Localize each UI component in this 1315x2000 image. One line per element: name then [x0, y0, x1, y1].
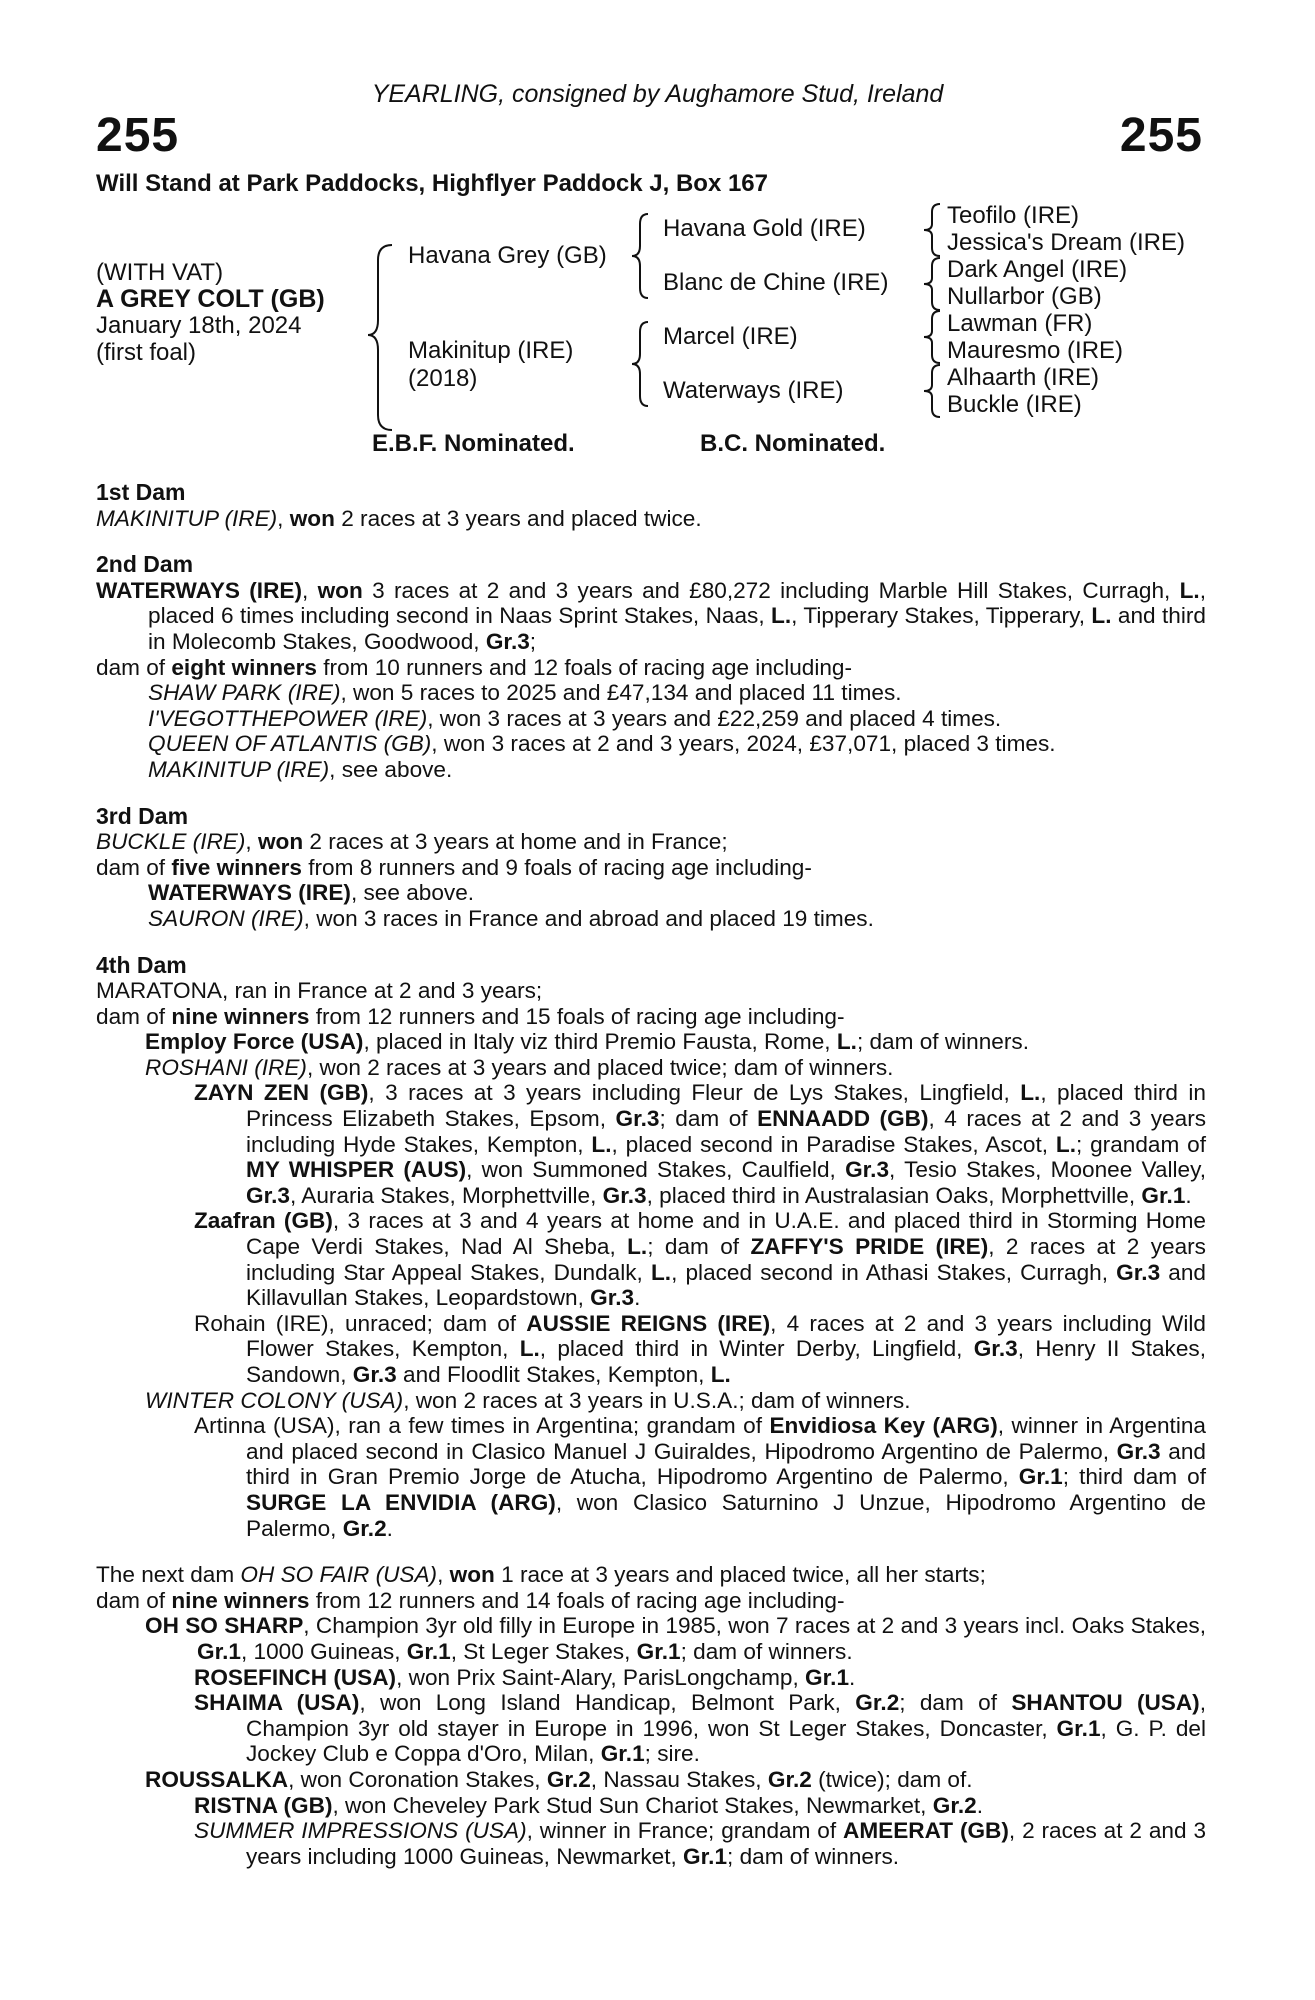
produce-entry — [96, 1388, 1206, 1414]
horse-name: AMEERAT (GB) — [843, 1818, 1009, 1844]
horse-description: A GREY COLT (GB) — [96, 285, 325, 313]
text: from 12 runners and 14 foals of racing age including- — [309, 1587, 845, 1613]
sire: Havana Grey (GB) — [408, 242, 607, 269]
text: , see above. — [350, 880, 475, 906]
horse-name: OH SO FAIR (USA) — [240, 1562, 438, 1588]
text: , won Coronation Stakes, — [288, 1766, 547, 1792]
sire-dam: Blanc de Chine (IRE) — [663, 269, 889, 296]
text: . — [976, 1792, 983, 1818]
bc-nominated: B.C. Nominated. — [700, 430, 886, 457]
grade: Gr.3 — [1116, 1438, 1161, 1464]
text: , Tesio Stakes, Moonee Valley, — [889, 1157, 1206, 1183]
ancestor-dsd: Mauresmo (IRE) — [947, 337, 1124, 364]
horse-name: RISTNA (GB) — [194, 1792, 333, 1818]
horse-name: OH SO SHARP — [145, 1613, 304, 1639]
produce-entry — [96, 731, 1206, 757]
text: ; — [529, 628, 537, 654]
catalogue-body — [96, 480, 1206, 1869]
text: , 2 races at 2 years including Star Appeal Stakes, Dundalk, — [246, 1234, 1206, 1285]
text: ; grandam of — [1075, 1131, 1206, 1157]
section-heading: 4th Dam — [96, 951, 187, 978]
text: and third in Gran Premio Jorge de Atucha, Hipodromo Argentino de Palermo, — [246, 1438, 1206, 1490]
text: ; third dam of — [1062, 1464, 1207, 1490]
produce-entry — [96, 757, 1206, 783]
horse-name: SUMMER IMPRESSIONS (USA) — [194, 1818, 527, 1844]
text: , Tipperary Stakes, Tipperary, — [791, 603, 1092, 629]
text: Artinna (USA), ran a few times in Argentina; grandam of — [194, 1413, 770, 1439]
first-dam-line: MAKINITUP (IRE), won 2 races at 3 years and placed twice. — [96, 505, 702, 531]
text: , won 2 races at 3 years and placed twice; dam of winners. — [306, 1054, 894, 1080]
text: . — [849, 1664, 856, 1690]
horse-name: MY WHISPER (AUS) — [246, 1157, 467, 1183]
text: , Champion 3yr old filly in Europe in 1985, won 7 races at 2 and 3 years incl. Oaks Stakes, — [303, 1613, 1206, 1639]
text: , 4 races at 2 and 3 years including Wild Flower Stakes, Kempton, — [246, 1310, 1206, 1362]
section-heading: 3rd Dam — [96, 802, 189, 829]
horse-name: AUSSIE REIGNS (IRE) — [526, 1310, 771, 1336]
text: , won Prix Saint-Alary, ParisLongchamp, — [396, 1664, 806, 1690]
next-dam-line — [96, 1562, 1206, 1588]
produce-record — [96, 855, 1206, 881]
next-dam-section — [96, 1562, 1206, 1869]
produce-entry — [96, 1413, 1206, 1541]
grade: L. — [650, 1259, 672, 1285]
won-label: won — [449, 1562, 495, 1588]
produce-entry — [96, 1208, 1206, 1310]
text: , placed in Italy viz third Premio Fausta, Rome, — [363, 1029, 837, 1055]
grade: Gr.1 — [683, 1843, 728, 1869]
grade: Gr.3 — [246, 1182, 290, 1208]
horse-name: ZAFFY'S PRIDE (IRE) — [750, 1234, 989, 1260]
won-label: won — [257, 829, 304, 855]
text: , 4 races at 2 and 3 years including Hyde Stakes, Kempton, — [246, 1106, 1207, 1157]
text: ; dam of — [899, 1690, 1012, 1716]
produce-record — [96, 1004, 1206, 1030]
grade: L. — [1020, 1080, 1041, 1106]
text: 2 races at 3 years at home and in France; — [303, 829, 728, 855]
produce-entry — [96, 1793, 1206, 1819]
grade: Gr.1 — [406, 1638, 451, 1664]
text: from 10 runners and 12 foals of racing age including- — [316, 654, 853, 680]
text: and third in Molecomb Stakes, Goodwood, — [148, 603, 1206, 654]
grade: Gr.1 — [805, 1664, 850, 1690]
text: , Champion 3yr old stayer in Europe in 1996, won St Leger Stakes, Doncaster, — [246, 1690, 1206, 1741]
ancestor-ddd: Buckle (IRE) — [947, 391, 1082, 418]
text: , winner in France; grandam of — [526, 1818, 844, 1844]
dam-year: (2018) — [408, 365, 478, 392]
text: dam of — [96, 654, 172, 680]
winners-count: nine winners — [171, 1587, 310, 1613]
second-dam-line: WATERWAYS (IRE), won 3 races at 2 and 3 years and £80,272 including Marble Hill Stakes, Curragh, L., placed 6 times including second in Naas Sprint Stakes, Naas, L., Tipperary Stakes, Tipperary, L. and third in Molecomb Stakes, Goodwood, Gr.3; — [96, 577, 1206, 654]
produce-entry — [96, 706, 1206, 732]
text: . — [634, 1285, 641, 1311]
vat-note: (WITH VAT) — [96, 259, 224, 286]
text: , won 3 races at 3 years and £22,259 and placed 4 times. — [427, 705, 1002, 731]
horse-name: ROUSSALKA — [145, 1766, 289, 1792]
grade: L. — [836, 1029, 857, 1055]
text: and Floodlit Stakes, Kempton, — [396, 1362, 711, 1387]
text: , Nassau Stakes, — [590, 1766, 768, 1792]
horse-name: SURGE LA ENVIDIA (ARG) — [246, 1489, 556, 1515]
grade: Gr.1 — [636, 1638, 681, 1664]
stand-location: Will Stand at Park Paddocks, Highflyer Paddock J, Box 167 — [96, 170, 768, 197]
produce-entry — [96, 1665, 1206, 1691]
text: Rohain (IRE), unraced; dam of — [194, 1310, 527, 1336]
grade: L. — [771, 603, 792, 629]
text: , won Clasico Saturnino J Unzue, Hipodromo Argentino de Palermo, — [246, 1489, 1206, 1541]
produce-entry — [96, 1029, 1206, 1055]
ancestor-ssd: Jessica's Dream (IRE) — [947, 229, 1185, 256]
horse-name: SHANTOU (USA) — [1011, 1690, 1200, 1716]
horse-name: ROSHANI (IRE) — [145, 1054, 307, 1080]
grade: Gr.3 — [485, 628, 530, 654]
text: , won Cheveley Park Stud Sun Chariot Stakes, Newmarket, — [332, 1792, 933, 1818]
text: . — [1185, 1182, 1192, 1208]
text: ; dam of winners. — [727, 1843, 900, 1869]
grade: Gr.1 — [1141, 1182, 1186, 1208]
text: , G. P. del Jockey Club e Coppa d'Oro, Milan, — [246, 1715, 1206, 1767]
ancestor-dss: Lawman (FR) — [947, 310, 1093, 337]
ancestor-sss: Teofilo (IRE) — [947, 202, 1080, 229]
third-dam-line: BUCKLE (IRE), won 2 races at 3 years at home and in France; — [96, 829, 728, 855]
dam-dam: Waterways (IRE) — [663, 377, 844, 404]
ebf-nominated: E.B.F. Nominated. — [372, 430, 575, 457]
horse-name: WATERWAYS (IRE) — [96, 577, 302, 603]
grade: Gr.2 — [767, 1766, 812, 1792]
grade: Gr.2 — [855, 1690, 900, 1716]
grade: Gr.3 — [1116, 1259, 1161, 1285]
text: from 12 runners and 15 foals of racing age including- — [309, 1003, 845, 1029]
produce-entry — [96, 1311, 1206, 1388]
first-dam-section — [96, 480, 1206, 531]
third-dam-section — [96, 804, 1206, 932]
text: ; dam of winners. — [680, 1638, 853, 1664]
text: and Killavullan Stakes, Leopardstown, — [246, 1259, 1206, 1311]
text: , won 5 races to 2025 and £47,134 and placed 11 times. — [340, 680, 902, 706]
horse-name: ENNAADD (GB) — [757, 1106, 929, 1132]
produce-entry — [96, 1613, 1206, 1664]
produce-entry — [96, 1080, 1206, 1208]
text: , placed third in Winter Derby, Lingfield, — [539, 1336, 974, 1362]
grade: L. — [710, 1362, 731, 1387]
text: , Henry II Stakes, Sandown, — [246, 1336, 1206, 1387]
horse-name: Zaafran (GB) — [194, 1208, 333, 1234]
produce-entry — [96, 680, 1206, 706]
text: , placed second in Athasi Stakes, Curragh, — [671, 1259, 1117, 1285]
foal-note: (first foal) — [96, 339, 197, 366]
text: , see above. — [329, 756, 453, 782]
text: . — [386, 1515, 393, 1541]
text: , placed second in Paradise Stakes, Ascot, — [611, 1131, 1056, 1157]
ancestor-sdd: Nullarbor (GB) — [947, 283, 1102, 310]
horse-name: MAKINITUP (IRE) — [96, 505, 278, 531]
text: dam of — [96, 1587, 172, 1613]
text: ; sire. — [644, 1741, 700, 1767]
dam: Makinitup (IRE) — [408, 337, 574, 364]
ancestor-sds: Dark Angel (IRE) — [947, 256, 1128, 283]
grade: Gr.3 — [590, 1285, 635, 1311]
grade: Gr.3 — [352, 1362, 397, 1387]
text: , won Summoned Stakes, Caulfield, — [466, 1157, 846, 1183]
horse-name: WINTER COLONY (USA) — [145, 1387, 404, 1413]
produce-entry — [96, 1767, 1206, 1793]
text: , won 3 races at 2 and 3 years, 2024, £37,071, placed 3 times. — [431, 731, 1056, 757]
horse-name: SHAW PARK (IRE) — [148, 680, 341, 706]
horse-name: QUEEN OF ATLANTIS (GB) — [148, 731, 432, 757]
horse-name: Envidiosa Key (ARG) — [769, 1413, 998, 1439]
ancestor-dds: Alhaarth (IRE) — [947, 364, 1100, 391]
horse-name: Employ Force (USA) — [145, 1029, 364, 1055]
won-label: won — [289, 505, 335, 531]
grade: Gr.1 — [197, 1638, 241, 1664]
winners-count: nine winners — [171, 1003, 310, 1029]
won-label: won — [317, 577, 363, 603]
text: from 8 runners and 9 foals of racing age including- — [301, 854, 812, 880]
text: 1 race at 3 years and placed twice, all her starts; — [494, 1562, 986, 1588]
text: , winner in Argentina and placed second in Clasico Manuel J Guiraldes, Hipodromo Argentino de Palermo, — [246, 1413, 1206, 1464]
text: ; dam of — [659, 1106, 758, 1132]
lot-number-right: 255 — [1119, 109, 1203, 162]
text: , won 3 races in France and abroad and placed 19 times. — [303, 905, 874, 931]
text: , 1000 Guineas, — [240, 1638, 407, 1664]
lot-number-left: 255 — [96, 109, 180, 162]
grade: Gr.1 — [600, 1741, 645, 1767]
text: , won Long Island Handicap, Belmont Park, — [359, 1690, 856, 1716]
section-heading: 2nd Dam — [96, 551, 194, 578]
grade: L. — [519, 1336, 540, 1362]
fourth-dam-section — [96, 953, 1206, 1542]
grade: L. — [591, 1131, 612, 1157]
horse-name: BUCKLE (IRE) — [96, 829, 246, 855]
horse-name: SAURON (IRE) — [148, 905, 304, 931]
produce-record — [96, 1588, 1206, 1614]
text: dam of — [96, 1003, 172, 1029]
grade: Gr.1 — [1018, 1464, 1063, 1490]
sire-sire: Havana Gold (IRE) — [663, 215, 866, 242]
text: , placed third in Princess Elizabeth Stakes, Epsom, — [246, 1080, 1206, 1132]
produce-entry — [96, 906, 1206, 932]
grade: Gr.1 — [1056, 1715, 1101, 1741]
grade: L. — [1055, 1131, 1076, 1157]
grade: L. — [1091, 603, 1112, 629]
dam-sire: Marcel (IRE) — [663, 323, 798, 350]
foaling-date: January 18th, 2024 — [96, 312, 302, 339]
text: (twice); dam of. — [811, 1766, 973, 1792]
text: ; dam of winners. — [856, 1029, 1029, 1055]
text: , placed third in Australasian Oaks, Morphettville, — [646, 1182, 1142, 1208]
horse-name: MAKINITUP (IRE) — [148, 756, 330, 782]
text: , placed 6 times including second in Naas Sprint Stakes, Naas, — [148, 577, 1206, 629]
horse-name: ROSEFINCH (USA) — [194, 1664, 397, 1690]
grade: Gr.3 — [845, 1157, 890, 1183]
horse-name: I'VEGOTTHEPOWER (IRE) — [148, 705, 428, 731]
horse-name: ZAYN ZEN (GB) — [194, 1080, 369, 1106]
text: 3 races at 2 and 3 years and £80,272 including Marble Hill Stakes, Curragh, — [362, 577, 1180, 603]
winners-count: five winners — [171, 854, 302, 880]
grade: Gr.3 — [973, 1336, 1018, 1362]
second-dam-section — [96, 552, 1206, 782]
grade: Gr.2 — [932, 1792, 977, 1818]
winners-count: eight winners — [171, 654, 317, 680]
text: dam of — [96, 854, 172, 880]
text: The next dam — [96, 1562, 241, 1588]
horse-name: SHAIMA (USA) — [194, 1690, 360, 1716]
grade: L. — [627, 1234, 648, 1260]
text: , 3 races at 3 years including Fleur de Lys Stakes, Lingfield, — [368, 1080, 1021, 1106]
text: , Auraria Stakes, Morphettville, — [289, 1182, 603, 1208]
produce-entry — [96, 1055, 1206, 1081]
text: , — [437, 1562, 450, 1588]
grade: Gr.2 — [546, 1766, 591, 1792]
fourth-dam-line: MARATONA, ran in France at 2 and 3 years; — [96, 978, 543, 1004]
produce-entry — [96, 1818, 1206, 1869]
text: 2 races at 3 years and placed twice. — [334, 505, 702, 531]
grade: Gr.3 — [615, 1106, 660, 1132]
produce-entry — [96, 1690, 1206, 1767]
consignor-subtitle: YEARLING, consigned by Aughamore Stud, Ireland — [371, 80, 944, 108]
grade: Gr.3 — [602, 1182, 647, 1208]
produce-entry — [96, 880, 1206, 906]
section-heading: 1st Dam — [96, 479, 186, 505]
produce-record — [96, 655, 1206, 681]
text: , 3 races at 3 and 4 years at home and in U.A.E. and placed third in Storming Home Cape Verdi Stakes, Nad Al Sheba, — [246, 1208, 1206, 1260]
horse-name: WATERWAYS (IRE) — [148, 880, 351, 906]
text: ; dam of — [647, 1234, 751, 1260]
grade: L. — [1179, 577, 1200, 603]
grade: Gr.2 — [342, 1515, 387, 1541]
text: , St Leger Stakes, — [450, 1638, 637, 1664]
text: , won 2 races at 3 years in U.S.A.; dam of winners. — [403, 1387, 911, 1413]
text: , 2 races at 2 and 3 years including 1000 Guineas, Newmarket, — [246, 1818, 1207, 1869]
